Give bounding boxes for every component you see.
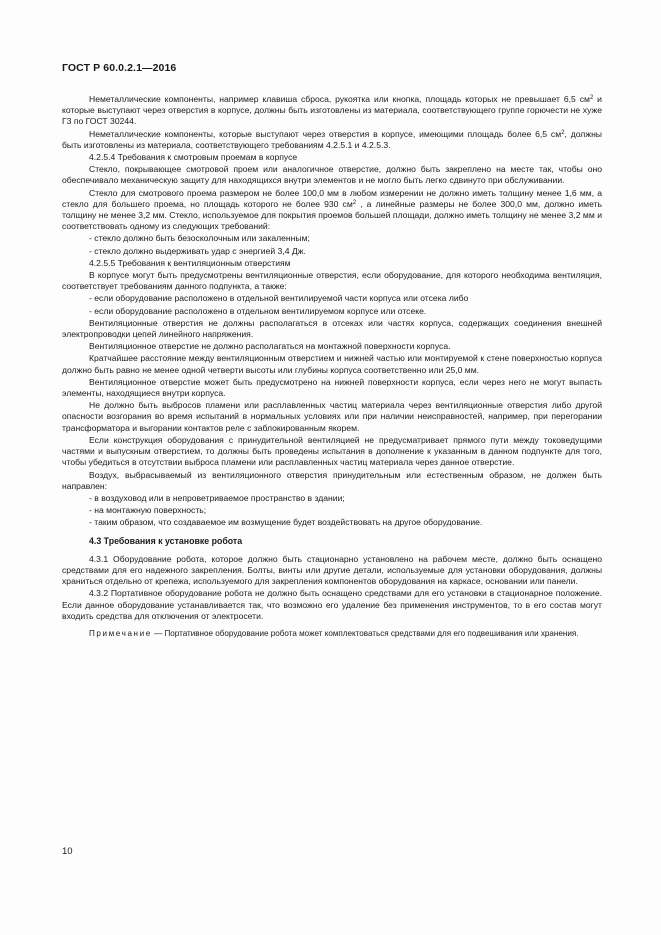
list-item: - если оборудование расположено в отдельной вентилируемой части корпуса или отсека либо	[89, 293, 469, 304]
list-item: - стекло должно быть безосколочным или закаленным;	[89, 233, 310, 244]
list-item: - стекло должно выдерживать удар с энергией 3,4 Дж.	[89, 245, 306, 256]
paragraph: Кратчайшее расстояние между вентиляционным отверстием и нижней частью или монтируемой к стене поверхностью корпуса должно быть равно не менее одной четверти высоты или глубины корпуса соответственно или 25,0 мм.	[62, 353, 602, 375]
document-header: ГОСТ Р 60.0.2.1—2016	[62, 62, 177, 74]
subsection-heading: 4.2.5.5 Требования к вентиляционным отверстиям	[89, 257, 291, 268]
paragraph: Вентиляционное отверстие не должно располагаться на монтажной поверхности корпуса.	[89, 341, 451, 352]
paragraph: Стекло, покрывающее смотровой проем или аналогичное отверстие, должно быть закреплено на месте так, чтобы оно обеспечивало механическую защиту для находящихся внутри элементов и не могло быть легко сдвинуто при обслуживании.	[62, 164, 602, 186]
paragraph: Неметаллические компоненты, например клавиша сброса, рукоятка или кнопка, площадь которых не превышает 6,5 $см^2$ и которые выступают через отверстия в корпусе, должны быть изготовлены из материала, соответствующего группе горючести не хуже Г3 по ГОСТ 30244.	[62, 94, 602, 127]
list-item: - в воздуховод или в непроветриваемое пространство в здании;	[89, 492, 345, 503]
list-item: - таким образом, что создаваемое им возмущение будет воздействовать на другое оборудование.	[89, 517, 483, 528]
paragraph: Вентиляционные отверстия не должны располагаться в отсеках или частях корпуса, содержащих соединения внешней электропроводки цепей линейного напряжения.	[62, 317, 602, 340]
document-body	[62, 94, 602, 639]
paragraph: Не должно быть выбросов пламени или расплавленных частиц материала через вентиляционные отверстия либо другой опасности возгорания во время испытаний в нормальных условиях или при наличии неисправностей, например, при перегорании трансформатора и выгорании контактов реле с заблокированным якорем.	[62, 400, 602, 433]
paragraph: В корпусе могут быть предусмотрены вентиляционные отверстия, если оборудование, для которого необходима вентиляция, соответствует требованиям данного подпункта, а также:	[62, 270, 602, 292]
paragraph: Вентиляционное отверстие может быть предусмотрено на нижней поверхности корпуса, если через него не могут выпасть элементы, находящиеся внутри корпуса.	[62, 376, 602, 399]
note	[62, 628, 602, 639]
note-label: Примечание	[89, 628, 152, 638]
section-heading: 4.3 Требования к установке робота	[89, 535, 243, 546]
paragraph: 4.3.2 Портативное оборудование робота не должно быть оснащено средствами для его установки в стационарное положение. Если данное оборудование устанавливается так, что возможно его удаление без применения инструментов, то в его состав могут входить средства для отключения от электросети.	[62, 588, 602, 621]
paragraph: Если конструкция оборудования с принудительной вентиляцией не предусматривает прямого пути между токоведущими частями и выпускным отверстием, то должны быть проведены испытания в дополнение к указанным в данном подпункте для того, чтобы убедиться в отсутствии выброса пламени или расплавленных частиц материала через данное отверстие.	[62, 434, 602, 468]
note-text: — Портативное оборудование робота может комплектоваться средствами для его подвешивания или хранения.	[151, 628, 579, 638]
paragraph: 4.3.1 Оборудование робота, которое должно быть стационарно установлено на рабочем месте, должно быть оснащено средствами для его надежного закрепления. Болты, винты или другие детали, используемые для установки оборудования, должны храниться отдельно от крепежа, используемого для закрепления компонентов оборудования на каркасе, основании или панели.	[62, 553, 602, 587]
list-item: - на монтажную поверхность;	[89, 505, 207, 516]
page-number: 10	[62, 846, 73, 857]
paragraph: Стекло для смотрового проема размером не более 100,0 мм в любом измерении не должно иметь толщину менее 1,6 мм, а стекло для большего проема, но площадь которого не более 930 $см^2$ , а линейные размеры не более 300,0 мм, должно иметь толщину не менее 3,2 мм. Стекло, используемое для покрытия проемов большей площади, должно иметь толщину не менее 3,2 мм и соответствовать одному из следующих требований:	[62, 187, 602, 232]
paragraph: Воздух, выбрасываемый из вентиляционного отверстия принудительным или естественным образом, не должен быть направлен:	[62, 469, 602, 491]
paragraph: Неметаллические компоненты, которые выступают через отверстия в корпусе, имеющими площадь более 6,5 $см^2$, должны быть изготовлены из материала, соответствующего требованиям 4.2.5.1 и 4.2.5.3.	[62, 128, 602, 150]
list-item: - если оборудование расположено в отдельном вентилируемом корпусе или отсеке.	[89, 305, 427, 316]
subsection-heading: 4.2.5.4 Требования к смотровым проемам в корпусе	[89, 152, 298, 163]
